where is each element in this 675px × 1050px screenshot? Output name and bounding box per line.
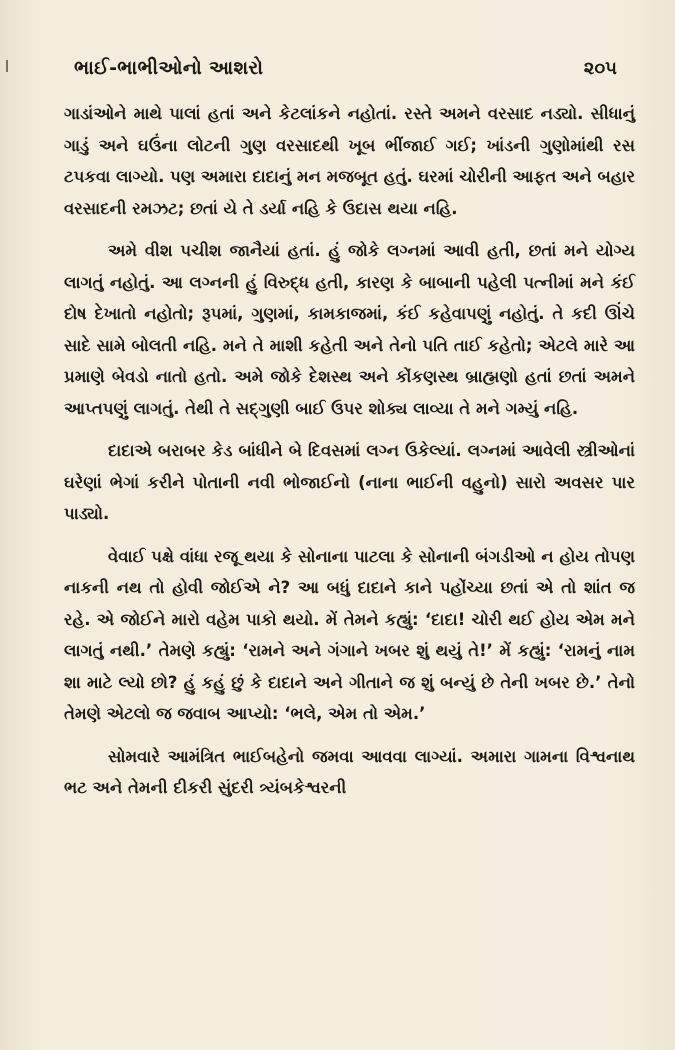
paragraph-1: ગાડાંઓને માથે પાલાં હતાં અને કેટલાંકને નહોતાં. રસ્તે અમને વરસાદ નડ્યો. સીધાનું ગાડું અને ઘઉંના લોટની ગુણ વરસાદથી ખૂબ ભીંજાઈ ગઈ; ખાંડની ગુણોમાંથી રસ ટપકવા લાગ્યો. પણ અમારા દાદાનું મન મજબૂત હતું. ઘરમાં ચોરીની આફત અને બહાર વરસાદની રમઝટ; છતાં યે તે ડર્યા નહિ કે ઉદાસ થયા નહિ. bbox=[64, 104, 636, 218]
chapter-title: ભાઈ-ભાભીઓનો આશરો bbox=[74, 57, 264, 79]
page-number: ૨૦૫ bbox=[583, 57, 617, 79]
paragraph-4: વેવાઈ પક્ષે વાંધા રજૂ થયા કે સોનાના પાટલા કે સોનાની બંગડીઓ ન હોય તોપણ નાકની નથ તો હોવી જોઈએ ને? આ બધું દાદાને કાને પહોંચ્યા છતાં એ તો શાંત જ રહે. એ જોઈને મારો વહેમ પાકો થયો. મેં તેમને કહ્યું: ‘દાદા! ચોરી થઈ હોય એમ મને લાગતું નથી.’ તેમણે કહ્યું: ‘રામને અને ગંગાને ખબર શું થયું તે!’ મેં કહ્યું: ‘રામનું નામ શા માટે લ્યો છો? હું કહું છું કે દાદાને અને ગીતાને જ શું બન્યું છે તેની ખબર છે.’ તેનો તેમણે એટલો જ જવાબ આપ્યો: ‘ભલે, એમ તો એમ.’ bbox=[64, 546, 635, 723]
page-edge-mark bbox=[6, 60, 14, 72]
paragraph-5: સોમવારે આમંત્રિત ભાઈબહેનો જમવા આવવા લાગ્યાં. અમારા ગામના વિશ્વનાથ ભટ અને તેમની દીકરી સુંદરી ત્ર્યંબકેશ્વરની bbox=[64, 746, 635, 797]
paragraph-3: દાદાએ બરાબર કેડ બાંધીને બે દિવસમાં લગ્ન ઉકેલ્યાં. લગ્નમાં આવેલી સ્ત્રીઓનાં ઘરેણાં ભેગાં કરીને પોતાની નવી ભોજાઈનો (નાના ભાઈની વહુનો) સારો અવસર પાર પાડ્યો. bbox=[64, 441, 635, 523]
paragraph-2: અમે વીશ પચીશ જાનૈયાં હતાં. હું જોકે લગ્નમાં આવી હતી, છતાં મને યોગ્ય લાગતું નહોતું. આ લગ્નની હું વિરુદ્ધ હતી, કારણ કે બાબાની પહેલી પત્નીમાં મને કંઈ દોષ દેખાતો નહોતો; રૂપમાં, ગુણમાં, કામકાજમાં, કંઈ કહેવાપણું નહોતું. તે કદી ઊંચે સાદે સામે બોલતી નહિ. મને તે માશી કહેતી અને તેનો પતિ તાઈ કહેતો; એટલે મારે આ પ્રમાણે બેવડો નાતો હતો. અમે જોકે દેશસ્થ અને કોંકણસ્થ બ્રાહ્મણો હતાં છતાં અમને આપ્તપણું લાગતું. તેથી તે સદ્‌ગુણી બાઈ ઉપર શોક્ય લાવ્યા તે મને ગમ્યું નહિ. bbox=[64, 241, 635, 418]
running-header bbox=[74, 52, 617, 84]
page-body bbox=[64, 98, 635, 815]
